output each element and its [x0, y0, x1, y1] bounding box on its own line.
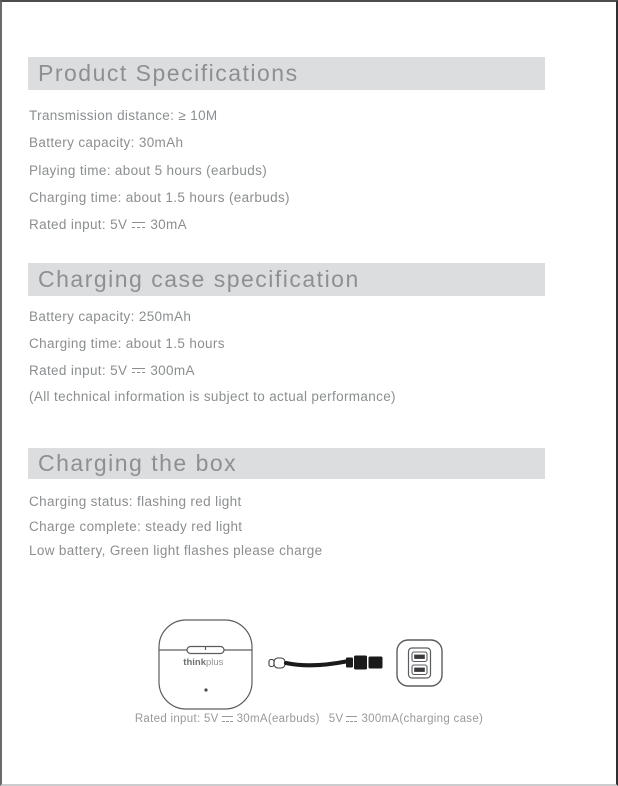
led-indicator-dot	[204, 688, 207, 691]
thinkplus-logo	[183, 657, 223, 668]
spec-line-charging-time: Charging time: about 1.5 hours (earbuds)	[29, 189, 290, 205]
charging-illustration	[150, 614, 450, 719]
cable-wire	[286, 662, 346, 666]
charging-illustration-svg	[150, 614, 450, 714]
rated-input-value: 30mA	[150, 217, 187, 233]
rated-input-value: 300mA	[150, 362, 195, 378]
section-header-charging-case-specification	[28, 263, 545, 296]
status-line-complete: Charge complete: steady red light	[29, 518, 243, 534]
technical-info-note: (All technical information is subject to actual performance)	[29, 389, 396, 405]
dc-symbol-icon	[132, 221, 146, 230]
usb-cable-drawing	[269, 656, 383, 670]
section-title: Charging case specification	[38, 266, 360, 292]
illustration-caption	[2, 713, 616, 725]
section-header-product-specifications	[28, 57, 545, 90]
spec-line-case-charging-time: Charging time: about 1.5 hours	[29, 335, 225, 351]
caption-earbuds-value: 30mA(earbuds)	[236, 713, 320, 725]
status-line-low-battery: Low battery, Green light flashes please charge	[29, 543, 323, 559]
dc-symbol-icon	[222, 715, 234, 723]
spec-line-transmission-distance: Transmission distance: ≥ 10M	[29, 108, 218, 123]
section-title: Product Specifications	[38, 60, 299, 86]
usb-plug-tip	[369, 657, 383, 669]
status-line-charging: Charging status: flashing red light	[29, 494, 242, 509]
spec-line-rated-input-case	[29, 358, 586, 385]
caption-rated-input: Rated input: 5V	[134, 713, 219, 725]
logo-text-light: plus	[206, 657, 224, 668]
spec-line-battery-capacity: Battery capacity: 30mAh	[29, 135, 184, 151]
rated-input-text: Rated input: 5V	[29, 217, 128, 233]
cable-micro-usb-tip	[269, 660, 274, 667]
charging-case-spec-list	[29, 304, 586, 411]
dc-symbol-icon	[132, 367, 146, 376]
spec-line-case-battery-capacity: Battery capacity: 250mAh	[29, 309, 192, 324]
logo-text-bold: think	[183, 657, 206, 668]
caption-voltage: 5V	[328, 713, 344, 725]
spec-line-rated-input-earbuds	[29, 211, 586, 238]
section-header-charging-the-box	[28, 448, 545, 479]
wall-charger-drawing	[397, 640, 442, 686]
rated-input-text: Rated input: 5V	[29, 362, 128, 378]
dc-symbol-icon	[346, 715, 358, 723]
usb-plug-collar	[346, 658, 353, 668]
spec-line-playing-time: Playing time: about 5 hours (earbuds)	[29, 162, 268, 178]
usb-plug-body	[354, 656, 367, 670]
charging-box-status-list	[29, 490, 586, 564]
caption-case-value: 300mA(charging case)	[361, 713, 484, 725]
section-title: Charging the box	[38, 450, 238, 476]
product-spec-list	[29, 102, 586, 238]
cable-micro-usb-body	[274, 658, 285, 668]
